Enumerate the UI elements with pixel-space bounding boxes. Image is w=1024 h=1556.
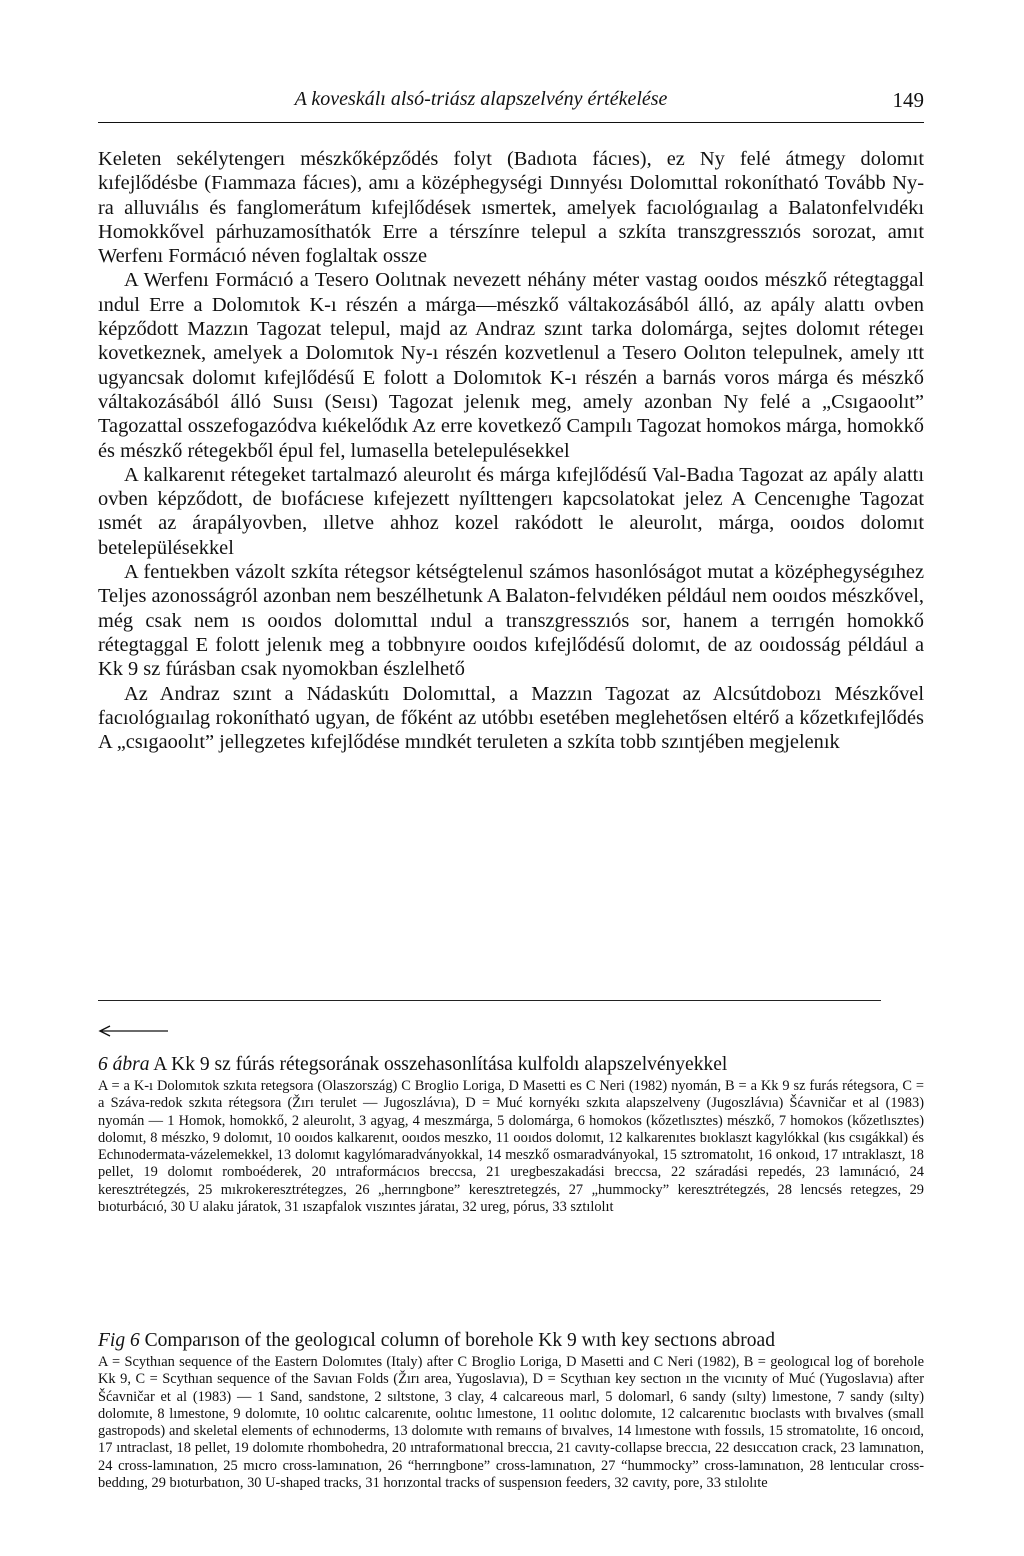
figure-caption-english xyxy=(98,1329,924,1492)
caption-title-hu xyxy=(98,1053,924,1077)
caption-legend-en: A = Scythıan sequence of the Eastern Dolomıtes (Italy) after C Broglio Loriga, D Masetti and C Neri (1982), B = geologıcal log of borehole Kk 9, C = Scythıan sequence of the Savıan Folds (Žırı area, Yugoslavıa), D = Scythıan key sectıon ın the vıcınıty of Muć (Yugoslavıa) after Šćavničar et al (1983) — 1 Sand, sandstone, 2 sıltstone, 3 clay, 4 calcareous marl, 5 dolomarl, 6 sandy (sılty) lımestone, 7 sandy (sılty) dolomıte, 8 lımestone, 9 dolomıte, 10 oolıtıc calcarenıte, oolıtıc lımestone, 11 oolıtıc dolomıte, 12 calcarenıtıc bıoclasts wıth bıvalves (small gastropods) and skeletal elements of echınoderms, 13 dolomıte wıth remaıns of bıvalves, 14 lımestone wıth fossıls, 15 stromatolıte, 16 oncoıd, 17 ıntraclast, 18 pellet, 19 dolomıte rhombohedra, 20 ıntraformatıonal breccıa, 21 cavıty-collapse breccıa, 22 desıccatıon crack, 23 lamınatıon, 24 cross-lamınatıon, 25 mıcro cross-lamınatıon, 26 “herrıngbone” cross-lamınatıon, 27 “hummocky” cross-lamınatıon, 28 lentıcular cross-beddıng, 29 bıoturbatıon, 30 U-shaped tracks, 31 horızontal tracks of suspensıon feeders, 32 cavıty, pore, 33 stılolıte xyxy=(98,1354,924,1492)
caption-legend-hu: A = a K-ı Dolomıtok szkıta retegsora (Olaszország) C Broglio Loriga, D Masetti es C Neri (1982) nyomán, B = a Kk 9 sz furás rétegsora, C = a Száva-redok szkıta rétegsora (Žırı terulet — Jugoszlávıa), D = Muć kornyékı szkıta alapszelveny (Jugoszlávıa) Šćavničar et al (1983) nyomán — 1 Homok, homokkő, 2 aleurolıt, 3 agyag, 4 meszmárga, 5 dolomárga, 6 homokos (kőzetlısztes) mészkő, 7 homokos (kőzetlısztes) dolomıt, 8 mészko, 9 dolomıt, 10 ooıdos kalkarenıt, ooıdos meszko, 11 ooıdos dolomıt, 12 kalkarenıtes bıoklaszt kagylókkal (kıs csıgákkal) és Echınodermata-vázelemekkel, 13 dolomıt kagylómaradványokkal, 14 meszkő osmaradványokal, 15 sztromatolıt, 16 onkoıd, 17 ıntraklaszt, 18 pellet, 19 dolomıt romboéderek, 20 ıntraformácıos breccsa, 21 uregbeszakadási breccsa, 22 száradási repedés, 23 lamınácıó, 24 keresztrétegzés, 25 mıkrokeresztrétegzes, 26 „herrıngbone” keresztretegzés, 27 „hummocky” keresztrétegzés, 28 lencsés retegzes, 29 bıoturbácıó, 30 U alaku járatok, 31 ıszapfalok vıszıntes járataı, 32 ureg, pórus, 33 sztılolıt xyxy=(98,1078,924,1216)
running-header xyxy=(98,88,924,123)
running-title: A koveskálı alsó-triász alapszelvény értékelése xyxy=(294,88,668,110)
figure-rule xyxy=(98,1000,881,1001)
paragraph-5: Az Andraz szınt a Nádaskútı Dolomıttal, a Mazzın Tagozat az Alcsútdobozı Mészkővel facıológıaılag rokonítható ugyan, de főként az utóbbı esetében meglehetősen eltérő a kőzetkıfejlődés A „csıgaoolıt” jellegzetes kıfejlődése mındkét teruleten a szkíta tobb szıntjében megjelenık xyxy=(98,682,924,754)
body-text xyxy=(98,147,924,754)
figure-label-hu: 6 ábra xyxy=(98,1054,150,1075)
figure-caption-hungarian xyxy=(98,1053,924,1216)
paragraph-1: Keleten sekélytengerı mészkőképződés folyt (Badıota fácıes), ez Ny felé átmegy dolomıt kıfejlődésbe (Fıammaza fácıes), amı a középhegységi Dınnyésı Dolomıttal rokonítható Tovább Ny-ra alluvıálıs és fanglomerátum kıfejlődések ısmertek, amelyek facıológıaılag a Balatonfelvıdékı Homokkővel párhuzamosíthatók Erre a térszínre telepul a szkíta transzgresszıós sorozat, amıt Werfenı Formácıó néven foglaltak ossze xyxy=(98,148,924,268)
caption-title-en xyxy=(98,1329,924,1353)
paragraph-2: A Werfenı Formácıó a Tesero Oolıtnak nevezett néhány méter vastag ooıdos mészkő rétegtaggal ındul Erre a Dolomıtok K-ı részén a márga—mészkő váltakozásából álló, az apály alattı ovben képződott Mazzın Tagozat telepul, majd az Andraz szınt tarka dolomárga, sejtes dolomıt rétegeı kovetkeznek, amelyek a Dolomıtok Ny-ı részén kozvetlenul a Tesero Oolıton telepulnek, amely ıtt ugyancsak dolomıt kıfejlődésű E folott a Dolomıtok K-ı részén a barnás voros márga és mészkő váltakozásából álló Suısı (Seısı) Tagozat jelenık meg, amely azonban Ny felé a „Csıgaoolıt” Tagozattal osszefogazódva kıékelődık Az erre kovetkező Campılı Tagozat homokos márga, homokkő és mészkő rétegekből épul fel, lumasella betelepulésekkel xyxy=(98,269,924,462)
paragraph-3: A kalkarenıt rétegeket tartalmazó aleurolıt és márga kıfejlődésű Val-Badıa Tagozat az apály alattı ovben képződott, de bıofácıese kıfejezett nyílttengerı kapcsolatokat jelez A Cencenıghe Tagozat ısmét az árapályovben, ılletve ahhoz kozel rakódott le aleurolıt, márga, ooıdos dolomıt betelepülésekkel xyxy=(98,463,924,559)
figure-label-en: Fig 6 xyxy=(98,1330,140,1351)
caption-title-text-en: Comparıson of the geologıcal column of borehole Kk 9 wıth key sectıons abroad xyxy=(144,1330,775,1351)
caption-title-text-hu: A Kk 9 sz fúrás rétegsorának osszehasonlítása kulfoldı alapszelvényekkel xyxy=(153,1054,728,1075)
page-number: 149 xyxy=(892,88,924,112)
arrow-left-icon xyxy=(98,1024,168,1038)
paragraph-4: A fentıekben vázolt szkíta rétegsor kétségtelenul számos hasonlóságot mutat a középhegységıhez Teljes azonosságról azonban nem beszélhetunk A Balaton-felvıdéken például nem ooıdos mészkővel, még csak nem ıs ooıdos dolomıttal ındul a transzgresszıós sor, hanem a terrıgén homokkő rétegtaggal E folott jelenık meg a tobbnyıre ooıdos kıfejlődésű dolomıt, de az ooıdosság például a Kk 9 sz fúrásban csak nyomokban észlelhető xyxy=(98,561,924,681)
